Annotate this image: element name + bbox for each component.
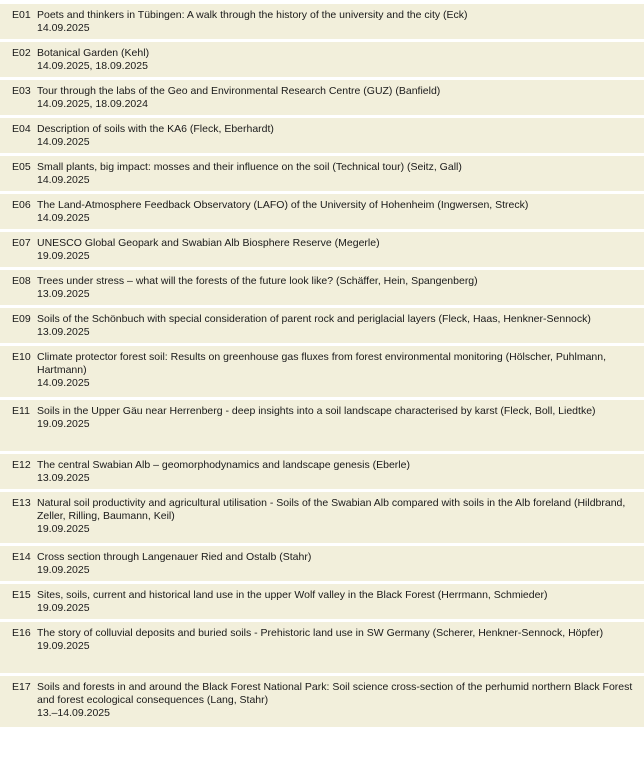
list-item xyxy=(0,622,644,676)
list-item xyxy=(0,118,644,156)
excursion-title: Soils in the Upper Gäu near Herrenberg - deep insights into a soil landscape characterised by karst (Fleck, Boll, Liedtke) xyxy=(37,405,596,417)
excursion-date: 19.09.2025 xyxy=(37,602,90,614)
excursion-title: Botanical Garden (Kehl) xyxy=(37,47,150,59)
excursion-title: The central Swabian Alb – geomorphodynamics and landscape genesis (Eberle) xyxy=(37,459,410,471)
excursion-title: Sites, soils, current and historical land use in the upper Wolf valley in the Black Forest (Herrmann, Schmieder) xyxy=(37,589,548,601)
list-item xyxy=(0,194,644,232)
excursion-date: 14.09.2025, 18.09.2024 xyxy=(37,98,148,110)
excursion-date: 14.09.2025, 18.09.2025 xyxy=(37,60,148,72)
excursion-title: Trees under stress – what will the forests of the future look like? (Schäffer, Hein, Spangenberg) xyxy=(37,275,478,287)
excursion-title: Natural soil productivity and agricultural utilisation - Soils of the Swabian Alb compared with soils in the Alb foreland (Hildbrand, Zeller, Rilling, Baumann, Keil) xyxy=(37,497,626,522)
excursion-date: 13.09.2025 xyxy=(37,288,90,300)
excursion-code: E17 xyxy=(12,681,31,693)
list-item xyxy=(0,80,644,118)
excursion-date: 19.09.2025 xyxy=(37,418,90,430)
excursion-date: 14.09.2025 xyxy=(37,136,90,148)
list-item xyxy=(0,308,644,346)
excursion-code: E10 xyxy=(12,351,31,363)
list-item xyxy=(0,584,644,622)
excursion-code: E16 xyxy=(12,627,31,639)
excursion-code: E06 xyxy=(12,199,31,211)
list-item xyxy=(0,270,644,308)
excursion-date: 19.09.2025 xyxy=(37,250,90,262)
list-item xyxy=(0,492,644,546)
excursion-code: E01 xyxy=(12,9,31,21)
excursion-title: Cross section through Langenauer Ried and Ostalb (Stahr) xyxy=(37,551,312,563)
excursion-date: 13.09.2025 xyxy=(37,472,90,484)
excursion-date: 14.09.2025 xyxy=(37,174,90,186)
excursion-code: E02 xyxy=(12,47,31,59)
excursion-code: E13 xyxy=(12,497,31,509)
list-item xyxy=(0,156,644,194)
excursion-code: E09 xyxy=(12,313,31,325)
excursion-date: 19.09.2025 xyxy=(37,640,90,652)
excursion-title: Small plants, big impact: mosses and their influence on the soil (Technical tour) (Seitz, Gall) xyxy=(37,161,462,173)
excursion-title: Climate protector forest soil: Results on greenhouse gas fluxes from forest environmental monitoring (Hölscher, Puhlmann, Hartmann) xyxy=(37,351,607,376)
excursion-code: E04 xyxy=(12,123,31,135)
list-item xyxy=(0,42,644,80)
excursion-date: 19.09.2025 xyxy=(37,523,90,535)
excursion-title: UNESCO Global Geopark and Swabian Alb Biosphere Reserve (Megerle) xyxy=(37,237,380,249)
excursion-code: E03 xyxy=(12,85,31,97)
list-item xyxy=(0,546,644,584)
excursion-title: The Land-Atmosphere Feedback Observatory (LAFO) of the University of Hohenheim (Ingwersen, Streck) xyxy=(37,199,529,211)
excursion-title: Soils and forests in and around the Black Forest National Park: Soil science cross-section of the perhumid northern Black Forest and forest ecological consequences (Lang, Stahr) xyxy=(37,681,633,706)
excursion-title: Tour through the labs of the Geo and Environmental Research Centre (GUZ) (Banfield) xyxy=(37,85,441,97)
excursion-code: E07 xyxy=(12,237,31,249)
excursion-code: E14 xyxy=(12,551,31,563)
excursion-code: E12 xyxy=(12,459,31,471)
list-item xyxy=(0,232,644,270)
excursion-code: E08 xyxy=(12,275,31,287)
excursion-title: Poets and thinkers in Tübingen: A walk through the history of the university and the city (Eck) xyxy=(37,9,468,21)
excursion-date: 14.09.2025 xyxy=(37,377,90,389)
excursion-title: The story of colluvial deposits and buried soils - Prehistoric land use in SW Germany (Scherer, Henkner-Sennock, Höpfer) xyxy=(37,627,604,639)
excursion-date: 19.09.2025 xyxy=(37,564,90,576)
excursion-date: 14.09.2025 xyxy=(37,22,90,34)
list-item xyxy=(0,400,644,454)
list-item xyxy=(0,676,644,730)
list-item xyxy=(0,454,644,492)
excursion-date: 13.–14.09.2025 xyxy=(37,707,110,719)
excursion-code: E11 xyxy=(12,405,30,417)
excursion-date: 14.09.2025 xyxy=(37,212,90,224)
list-item xyxy=(0,346,644,400)
excursion-date: 13.09.2025 xyxy=(37,326,90,338)
excursion-title: Description of soils with the KA6 (Fleck, Eberhardt) xyxy=(37,123,274,135)
excursion-code: E05 xyxy=(12,161,31,173)
excursion-code: E15 xyxy=(12,589,31,601)
excursion-title: Soils of the Schönbuch with special consideration of parent rock and periglacial layers (Fleck, Haas, Henkner-Sennock) xyxy=(37,313,591,325)
list-item xyxy=(0,4,644,42)
